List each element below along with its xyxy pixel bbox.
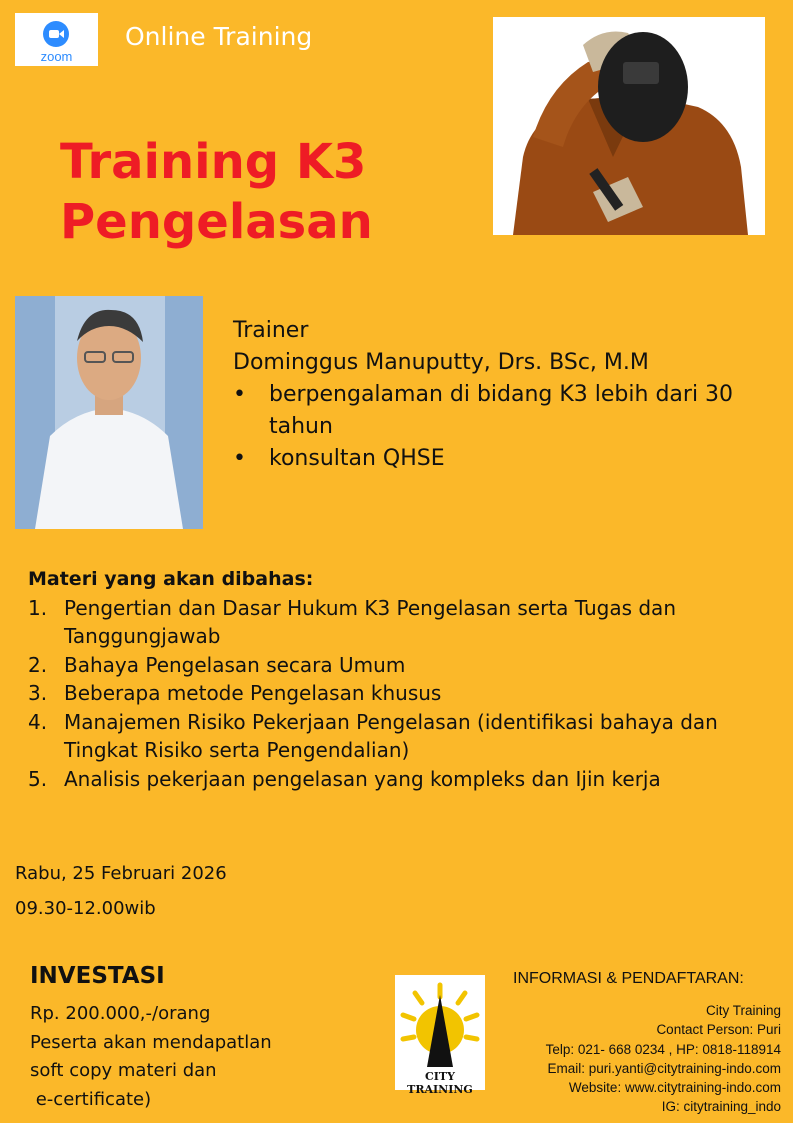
investasi-line-1: Rp. 200.000,-/orang	[30, 1003, 211, 1024]
investasi-heading: INVESTASI	[30, 963, 165, 989]
info-instagram: IG: citytraining_indo	[661, 1099, 781, 1115]
trainer-info	[233, 315, 753, 475]
materi-item-2: 2. Bahaya Pengelasan secara Umum	[28, 652, 406, 677]
trainer-heading: Trainer	[233, 318, 309, 343]
welder-photo	[493, 17, 765, 235]
info-contact-person: Contact Person: Puri	[656, 1022, 781, 1038]
investasi-line-4: e-certificate)	[30, 1088, 152, 1110]
page-title	[60, 132, 373, 252]
materi-item-1: 1. Pengertian dan Dasar Hukum K3 Pengelasan serta Tugas dan Tanggungjawab	[28, 595, 676, 648]
zoom-logo	[15, 13, 98, 66]
investasi-line-3: soft copy materi dan	[30, 1060, 217, 1081]
trainer-photo	[15, 296, 203, 529]
materi-item-5: 5. Analisis pekerjaan pengelasan yang kompleks dan Ijin kerja	[28, 766, 661, 791]
investasi-line-2: Peserta akan mendapatlan	[30, 1031, 272, 1053]
event-time: 09.30-12.00wib	[15, 898, 156, 919]
info-phone: Telp: 021- 668 0234 , HP: 0818-118914	[545, 1041, 781, 1057]
sun-pyramid-icon	[395, 975, 485, 1070]
info-email: Email: puri.yanti@citytraining-indo.com	[547, 1060, 781, 1076]
city-training-logo	[395, 975, 485, 1096]
zoom-logo-text: zoom	[40, 49, 73, 64]
info-heading: INFORMASI & PENDAFTARAN:	[513, 970, 744, 987]
materi-list	[28, 594, 768, 794]
event-date: Rabu, 25 Februari 2026	[15, 863, 227, 884]
contact-info	[546, 1001, 781, 1117]
video-camera-icon	[43, 21, 69, 47]
trainer-bullets	[233, 379, 753, 475]
title-line-1: Training K3	[60, 134, 367, 190]
city-training-logo-text: CITY TRAINING	[407, 1070, 473, 1096]
info-website: Website: www.citytraining-indo.com	[568, 1080, 781, 1096]
materi-item-3: 3. Beberapa metode Pengelasan khusus	[28, 681, 442, 705]
online-training-label: Online Training	[125, 22, 313, 51]
trainer-name: Dominggus Manuputty, Drs. BSc, M.M	[233, 350, 649, 375]
materi-section	[28, 565, 768, 793]
investasi-details	[30, 1000, 272, 1114]
materi-heading: Materi yang akan dibahas:	[28, 568, 314, 590]
info-company: City Training	[705, 1003, 781, 1018]
title-line-2: Pengelasan	[60, 194, 373, 250]
trainer-bullet-1: • berpengalaman di bidang K3 lebih dari 30 tahun	[233, 379, 753, 443]
materi-item-4: 4. Manajemen Risiko Pekerjaan Pengelasan (identifikasi bahaya dan Tingkat Risiko serta Pengendalian)	[28, 709, 718, 762]
trainer-bullet-2: • konsultan QHSE	[233, 443, 753, 475]
